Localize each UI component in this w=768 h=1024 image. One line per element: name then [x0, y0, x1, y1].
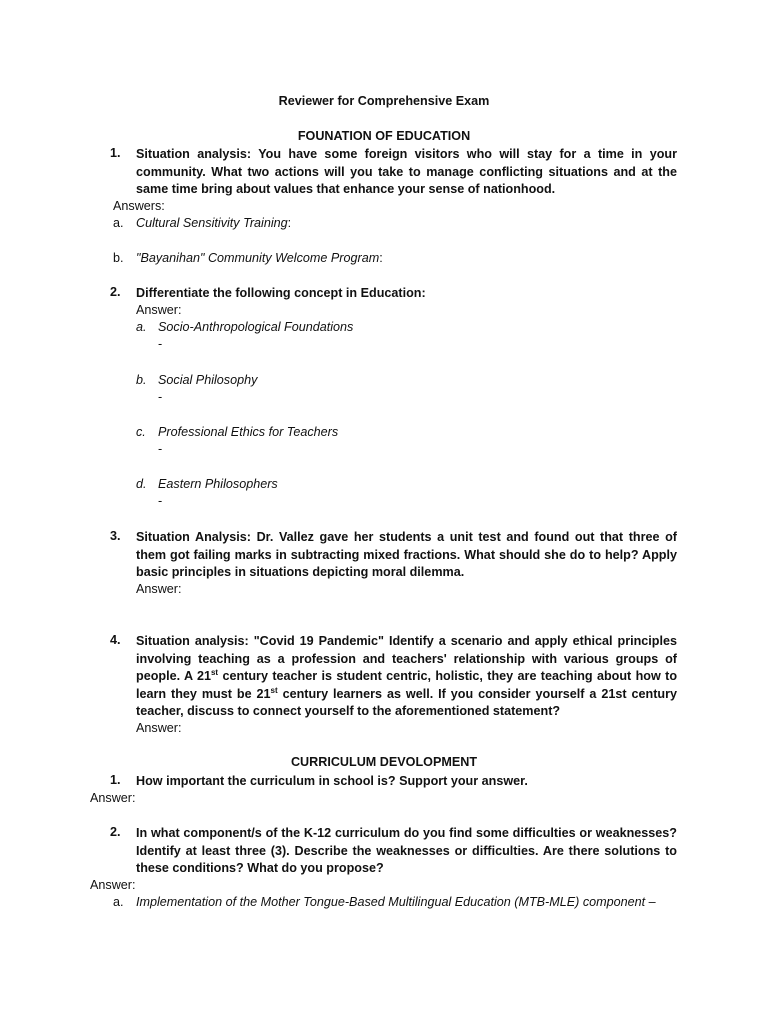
answer-item-colon: :: [287, 216, 292, 230]
answers-label: Answers:: [113, 199, 165, 213]
answer-item: [136, 215, 291, 232]
question-text: In what component/s of the K-12 curriculum do you find some difficulties or weaknesses? Identify at least three (3). Describe the weaknesses or difficulties. Are there solutions to these conditions? What do you propose?: [136, 826, 677, 875]
answer-dash: -: [158, 390, 163, 404]
question-text-part: century learners as well. If you consider yourself a 21st century teacher, discuss to connect yourself to the aforementioned statement?: [136, 686, 677, 718]
list-marker: a.: [113, 216, 124, 230]
answer-label: Answer:: [136, 303, 182, 317]
answer-item-text: "Bayanihan" Community Welcome Program: [136, 251, 380, 265]
question-text-part: Situation analysis: "Covid 19 Pandemic" Identify a scenario and apply ethical principles involving teaching as a profession and teachers' relationship with various groups of people. A 21: [136, 634, 677, 683]
question-number: 3.: [110, 529, 121, 543]
question-number: 1.: [110, 146, 121, 160]
question-number: 2.: [110, 285, 121, 299]
answer-item-text: Implementation of the Mother Tongue-Based Multilingual Education (MTB-MLE) component –: [136, 895, 656, 909]
question-number: 4.: [110, 633, 121, 647]
answer-dash: -: [158, 337, 163, 351]
section-heading-curriculum: CURRICULUM DEVOLOPMENT: [290, 755, 478, 769]
list-marker: d.: [136, 477, 147, 491]
concept-item: Social Philosophy: [158, 373, 258, 387]
question-text: How important the curriculum in school is? Support your answer.: [136, 774, 528, 788]
answer-label: Answer:: [136, 582, 182, 596]
answer-label: Answer:: [90, 878, 136, 892]
list-marker: a.: [136, 320, 147, 334]
list-marker: b.: [113, 251, 124, 265]
question-number: 2.: [110, 825, 121, 839]
section-heading-foundation: FOUNATION OF EDUCATION: [297, 129, 471, 143]
list-marker: c.: [136, 425, 146, 439]
list-marker: a.: [113, 895, 124, 909]
concept-item: Eastern Philosophers: [158, 477, 278, 491]
question-text: Differentiate the following concept in Education:: [136, 286, 426, 300]
answer-dash: -: [158, 442, 163, 456]
question-text-part: century teacher is student centric, holistic, they are teaching about how to learn they must be 21: [136, 669, 678, 701]
answer-label: Answer:: [136, 721, 182, 735]
list-marker: b.: [136, 373, 147, 387]
concept-item: Professional Ethics for Teachers: [158, 425, 339, 439]
question-text: Situation Analysis: Dr. Vallez gave her students a unit test and found out that three of them got failing marks in subtracting mixed fractions. What should she do to help? Apply basic principles in situations depicting moral dilemma.: [136, 530, 677, 579]
question-text: Situation analysis: You have some foreign visitors who will stay for a time in your community. What two actions will you take to manage conflicting situations and at the same time bring about values that enhance your sense of nationhood.: [136, 147, 677, 196]
document-title: Reviewer for Comprehensive Exam: [278, 94, 490, 108]
question-text: [136, 633, 677, 721]
answer-item: [136, 250, 383, 267]
superscript: st: [210, 667, 219, 677]
superscript: st: [270, 685, 278, 695]
answer-item-colon: :: [379, 251, 383, 265]
question-number: 1.: [110, 773, 121, 787]
answer-dash: -: [158, 494, 163, 508]
answer-item-text: Cultural Sensitivity Training: [136, 216, 288, 230]
answer-label: Answer:: [90, 791, 136, 805]
concept-item: Socio-Anthropological Foundations: [158, 320, 354, 334]
